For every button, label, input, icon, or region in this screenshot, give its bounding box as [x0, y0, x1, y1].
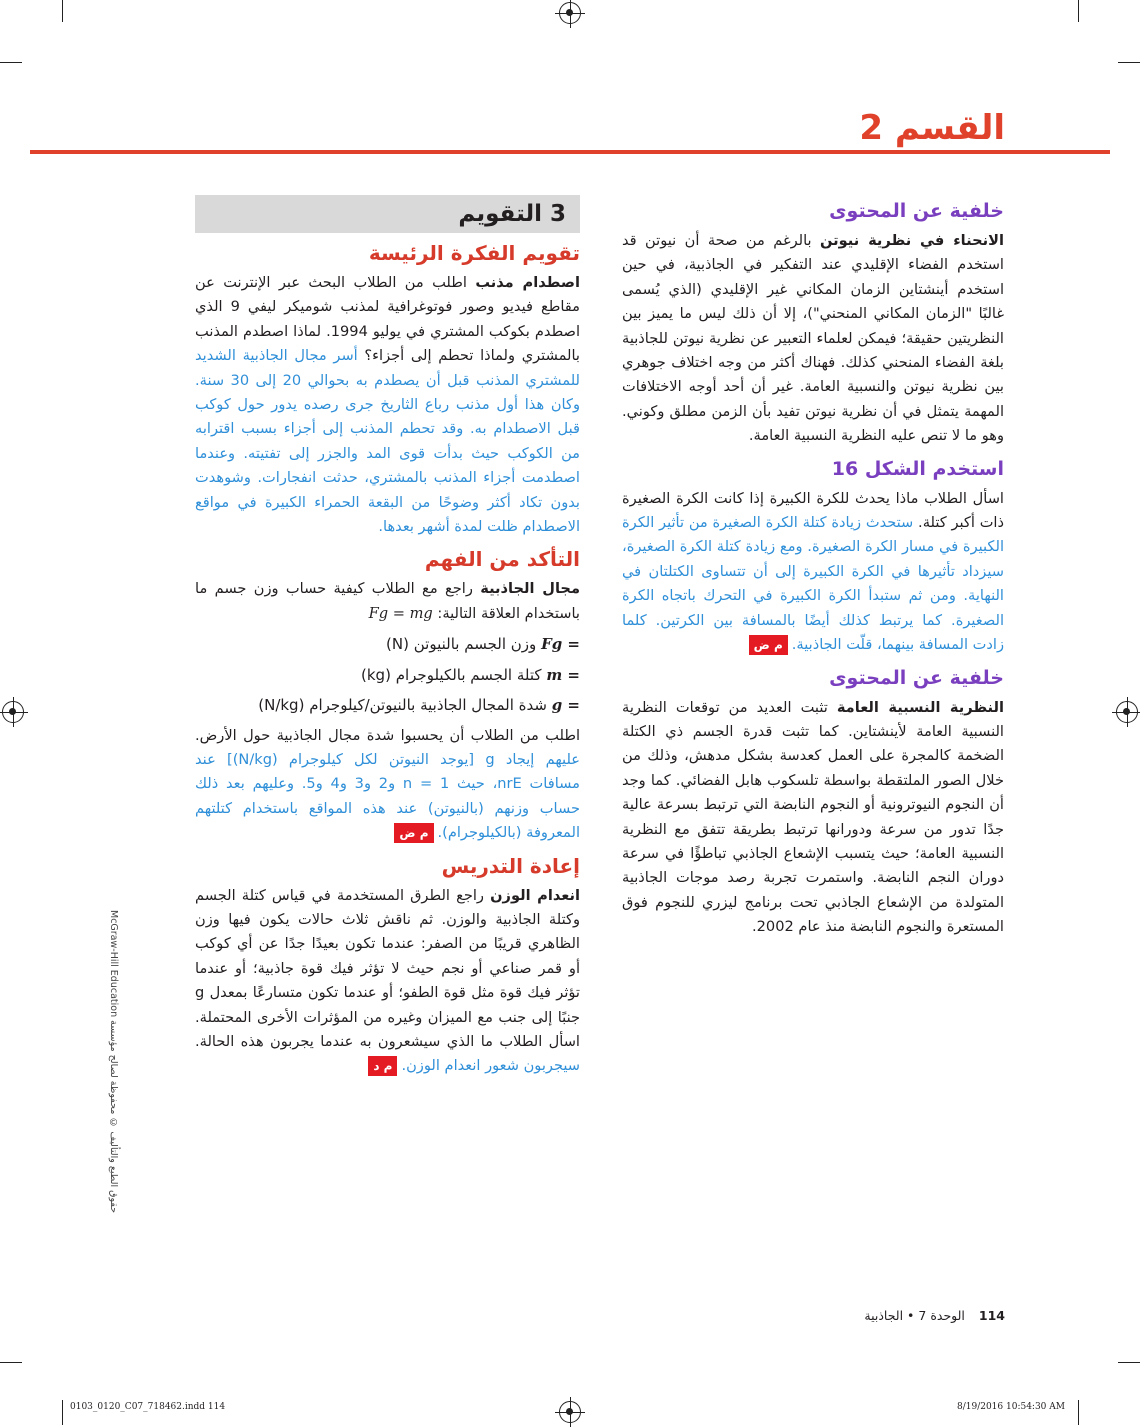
paragraph-general-relativity: [622, 696, 1004, 940]
paragraph-newton-curvature: [622, 229, 1004, 449]
paragraph-comet-impact: [195, 271, 580, 539]
answer-text: عليهم إيجاد g [يوجد النيوتن لكل كيلوجرام (N/kg)] عند مسافات nrE، حيث n = 1 و2 و3 و4 و5. وعليهم بعد ذلك حساب وزنهم (بالنيوتن) عند هذه المواقع باستخدام كتلتهم المعروفة (بالكيلوجرام).: [195, 750, 580, 842]
question-text: راجع الطرق المستخدمة في قياس كتلة الجسم وكتلة الجاذبية والوزن. ثم ناقش ثلاث حالات يكون فيها وزن الظاهري قريبًا من الصفر: عندما تكون بعيدًا جدًا عن أي كوكب أو قمر صناعي أو نجم حيث لا تؤثر فيك قوة جاذبية؛ أو عندما تؤثر فيك قوة مثل قوة الطفو؛ أو عندما تكون متسارعًا بمعدل g جنبًا إلى جنب مع الميزان وغيره من المؤثرات الأخرى المحتملة. اسأل الطلاب ما الذي سيشعرون به عندما يجربون هذه الحالة.: [195, 886, 580, 1050]
answer-text: سيجربون شعور انعدام الوزن.: [401, 1057, 580, 1075]
equation-mass: [195, 663, 580, 687]
paragraph-field-activity: [195, 724, 580, 846]
heading-content-background-2: خلفية عن المحتوى: [829, 666, 1004, 689]
heading-main-idea: تقويم الفكرة الرئيسة: [368, 241, 580, 265]
equation-symbol: m =: [546, 665, 580, 684]
registration-mark: [559, 1401, 581, 1423]
equation-field: [195, 693, 580, 717]
registration-mark: [559, 2, 581, 24]
section-title: القسم 2: [859, 108, 1005, 148]
term: انعدام الوزن: [490, 886, 580, 904]
copyright-note: McGraw-Hill Education حقوق الطبع والتأليف © محفوظة لصالح مؤسسة: [108, 910, 119, 1214]
question-text: اطلب من الطلاب البحث عبر الإنترنت عن مقاطع فيديو وصور فوتوغرافية لمذنب شوميكر ليفي 9 الذي اصطدم بكوكب المشتري في يوليو 1994. لماذا اصطدم المذنب بالمشتري ولماذا تحطم إلى أجزاء؟: [195, 274, 581, 365]
registration-mark: [2, 701, 24, 723]
slug-date: 8/19/2016 10:54:30 AM: [956, 1402, 1065, 1412]
term: مجال الجاذبية: [480, 580, 580, 598]
equation-symbol: g =: [551, 696, 580, 715]
heading-reteach: إعادة التدريس: [441, 853, 580, 878]
crop-mark: [1118, 1362, 1140, 1363]
paragraph-text: راجع مع الطلاب كيفية حساب وزن جسم ما باستخدام العلاقة التالية:: [195, 580, 580, 622]
crop-mark: [1118, 62, 1140, 63]
level-badge: م ض: [749, 635, 788, 655]
equation-definition: شدة المجال الجاذبية بالنيوتن/كيلوجرام (N/kg): [258, 696, 547, 715]
term: اصطدام مذنب: [475, 274, 580, 291]
crop-mark: [62, 0, 63, 22]
paragraph-text: تثبت العديد من توقعات النظرية النسبية العامة لأينشتاين. كما تثبت قدرة الجسم ذي الكتلة الضخمة كالمجرة على العمل كعدسة بشكل مدهش، وذلك من خلال الصور الملتقطة بواسطة تلسكوب هابل الفضائي. كما وجد أن النجوم النيوترونية أو النجوم النابضة التي ترتبط بسرعة عالية جدًا تدور من سرعة ودورانها ترتبط بطريقة تتفق مع النظرية النسبية العامة؛ حيث يتسبب الإشعاع الجاذبي تباطؤًا في سرعة دوران النجم النابضة. واستمرت تجربة رصد موجات الجاذبية المتولدة من الإشعاع الجاذبي تحت برنامج ليزري للنجوم فوق المستعرة والنجوم النابضة منذ عام 2002.: [622, 698, 1004, 936]
paragraph-gravity-field: [195, 577, 580, 626]
crop-mark: [1078, 0, 1079, 22]
right-column: [622, 195, 1004, 946]
paragraph-weightlessness: [195, 884, 580, 1079]
paragraph-figure-16: [622, 487, 1004, 658]
page-footer: [864, 1308, 1005, 1323]
level-badge: م ض: [394, 823, 433, 843]
question-text: اطلب من الطلاب أن يحسبوا شدة مجال الجاذبية حول الأرض.: [195, 726, 580, 744]
answer-text: ستحدث زيادة كتلة الكرة الصغيرة من تأثير الكرة الكبيرة في مسار الكرة الصغيرة. ومع زيادة كتلة الكرة الصغيرة، سيزداد تأثيرها في الكرة الكبيرة إلى أن تتساوى الكتلتان في النهاية. ومن ثم ستبدأ الكرة الكبيرة في التحرك باتجاه الكرة الصغيرة. كما يرتبط كذلك أيضًا بالمسافة بين الكرتين. كلما زادت المسافة بينهما، قلّت الجاذبية.: [622, 514, 1004, 654]
crop-mark: [0, 62, 22, 63]
equation-definition: وزن الجسم بالنيوتن (N): [386, 635, 537, 654]
level-badge: م د: [368, 1056, 397, 1076]
heading-check-understanding: التأكد من الفهم: [424, 547, 580, 572]
crop-mark: [0, 1362, 22, 1363]
answer-text: أسر مجال الجاذبية الشديد للمشتري المذنب قبل أن يصطدم به بحوالي 20 إلى 30 سنة. وكان هذا أول مذنب رباع الثاريخ جرى رصده يدور حول كوكب قبل الاصطدام به. وقد تحطم المذنب إلى أجزاء بسبب اقترابه من الكوكب حيث بدأت قوى المد والجزر إلى تفتيته. وعندما اصطدمت أجزاء المذنب بالمشتري، حدثت انفجارات. وشوهدت بدون تكاد أكثر وضوحًا من البقعة الحمراء الكبيرة في مواقع الاصطدام ظلت لمدة أشهر بعدها.: [195, 347, 580, 536]
equation-definition: كتلة الجسم بالكيلوجرام (kg): [361, 665, 542, 684]
question-text: اسأل الطلاب ماذا يحدث للكرة الكبيرة إذا كانت الكرة الصغيرة ذات أكبر كتلة.: [622, 489, 1004, 532]
section-rule: [30, 150, 1110, 154]
formula: Fg = mg: [368, 604, 433, 622]
term: النظرية النسبية العامة: [836, 698, 1004, 716]
equation-weight: [195, 632, 580, 656]
paragraph-text: بالرغم من صحة أن نيوتن قد استخدم الفضاء الإقليدي عند التفكير في الجاذبية، في حين استخدم أينشتاين الزمان المكاني غير الإقليدي (الذي يُسمى غالبًا "الزمان المكاني المنحني")، إلا أن ذلك ليس ما يميز بين النظريتين حقيقة؛ فيمكن لعلماء التعبير عن نظرية نيوتن للجاذبية بلغة الفضاء المنحني كذلك. فهناك أكثر من وجه اختلاف جوهري بين نظرية نيوتن والنسبية العامة. غير أن أحد أوجه الاختلافات المهمة يتمثل في أن نظرية نيوتن تفيد بأن الزمن مطلق وكوني. وهو ما لا تنص عليه النظرية النسبية العامة.: [622, 232, 1004, 445]
assessment-header: 3 التقويم: [195, 195, 580, 233]
chapter-label: الوحدة 7 • الجاذبية: [864, 1308, 965, 1323]
registration-mark: [1116, 701, 1138, 723]
heading-content-background: خلفية عن المحتوى: [829, 200, 1004, 222]
left-column: [195, 195, 580, 1085]
equation-symbol: Fg =: [541, 635, 580, 654]
crop-mark: [62, 1400, 63, 1425]
page-number: 114: [978, 1308, 1005, 1323]
crop-mark: [1078, 1400, 1079, 1425]
heading-use-figure: استخدم الشكل 16: [831, 457, 1004, 480]
term: الانحناء في نظرية نيوتن: [820, 232, 1004, 249]
slug-file: 0103_0120_C07_718462.indd 114: [70, 1402, 226, 1412]
